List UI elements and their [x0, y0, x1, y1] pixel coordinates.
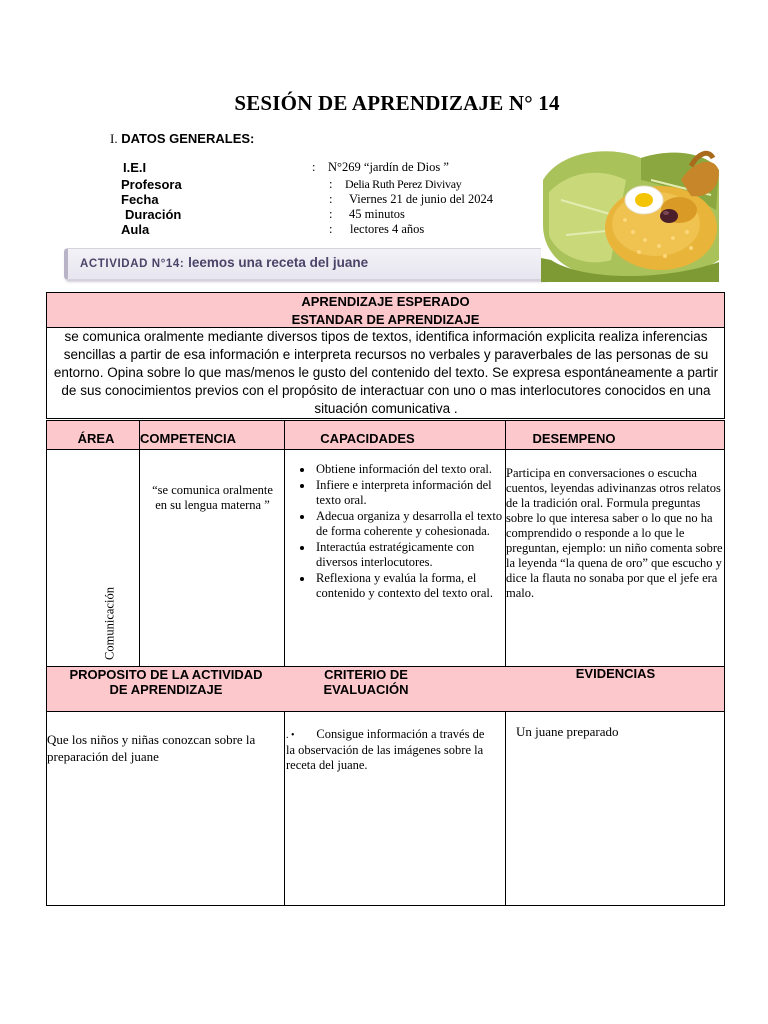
capacidad-item: • Interactúa estratégicamente con diversos interlocutores. [314, 540, 504, 570]
standard-heading-2: ESTANDAR DE APRENDIZAJE [291, 312, 480, 327]
info-label: Fecha [121, 192, 159, 207]
competencia-cell: “se comunica oralmente en su lengua materna ” [152, 483, 273, 512]
col-capacidades: CAPACIDADES [320, 431, 415, 446]
standard-text: se comunica oralmente mediante diversos tipos de textos, identifica información explicita realiza inferencias sencillas a partir de esa información e interpreta recursos no verbales y paraverbales de las personas de su entorno. Opina sobre lo que mas/menos le gusto del contenido del texto. Se expresa espontáneamente a partir de sus conocimientos previos con el propósito de interactuar con uno o mas interlocutores conocidos en una situación comunicativa . [53, 329, 719, 416]
col-proposito: PROPOSITO DE LA ACTIVIDAD DE APRENDIZAJE [69, 667, 263, 697]
section-heading [110, 131, 254, 147]
info-value: Viernes 21 de junio del 2024 [349, 192, 494, 206]
capacidad-item: • Infiere e interpreta información del texto oral. [314, 478, 504, 508]
info-colon: : [329, 207, 333, 221]
activity-prefix: ACTIVIDAD N°14: [80, 258, 185, 270]
info-colon: : [329, 192, 333, 206]
info-colon: : [312, 160, 316, 174]
standard-heading-1: APRENDIZAJE ESPERADO [301, 294, 470, 309]
col-area: ÁREA [77, 431, 115, 446]
evidencias-cell: Un juane preparado [516, 724, 619, 739]
criterio-text: Consigue información a través de la observación de las imágenes sobre la receta del juane. [286, 727, 485, 772]
section-label: DATOS GENERALES: [121, 131, 255, 146]
page-title: SESIÓN DE APRENDIZAJE N° 14 [234, 91, 560, 115]
col-competencia: COMPETENCIA [140, 431, 237, 446]
juane-dish-image [541, 140, 721, 282]
col-evidencias: EVIDENCIAS [575, 666, 656, 681]
capacidad-item: • Reflexiona y evalúa la forma, el contenido y contexto del texto oral. [314, 571, 504, 601]
criterio-cell [286, 727, 496, 773]
capacidad-item: • Adecua organiza y desarrolla el texto de forma coherente y cohesionada. [314, 509, 504, 539]
info-label: Aula [121, 222, 150, 237]
capacidades-cell [288, 462, 504, 602]
col-criterio: CRITERIO DE EVALUACIÓN [323, 667, 409, 697]
section-number: I. [110, 131, 118, 146]
desempeno-cell: Participa en conversaciones o escucha cuentos, leyendas adivinanzas otros relatos de la tradición oral. Formula preguntas sobre lo que interesa saber o lo que no ha comprendido o responde a lo que le preguntan, ejemplo: un niño comenta sobre la leyenda “la quena de oro” que escucho y dice la flauta no sonaba por que el jefe era malo. [506, 466, 723, 600]
activity-title [80, 255, 368, 270]
row2-divider-1 [284, 711, 285, 906]
info-value: N°269 “jardín de Dios ” [328, 160, 449, 174]
info-label: Duración [125, 207, 182, 222]
info-label: I.E.I [123, 160, 147, 175]
info-colon: : [329, 177, 333, 191]
activity-banner [64, 248, 547, 280]
criterio-bullet: . • [286, 730, 295, 741]
activity-text: leemos una receta del juane [184, 255, 369, 270]
area-cell: Comunicación [102, 587, 117, 660]
col-desempeno: DESEMPENO [532, 431, 616, 446]
capacidades-list [288, 462, 504, 601]
info-label: Profesora [121, 177, 182, 192]
capacidad-item: • Obtiene información del texto oral. [314, 462, 504, 477]
info-colon: : [329, 222, 333, 236]
info-value: Delia Ruth Perez Divivay [345, 177, 462, 191]
info-value: lectores 4 años [350, 222, 425, 236]
proposito-cell: Que los niños y niñas conozcan sobre la preparación del juane [47, 732, 256, 764]
row2-divider-2 [505, 711, 506, 906]
info-value: 45 minutos [349, 207, 405, 221]
